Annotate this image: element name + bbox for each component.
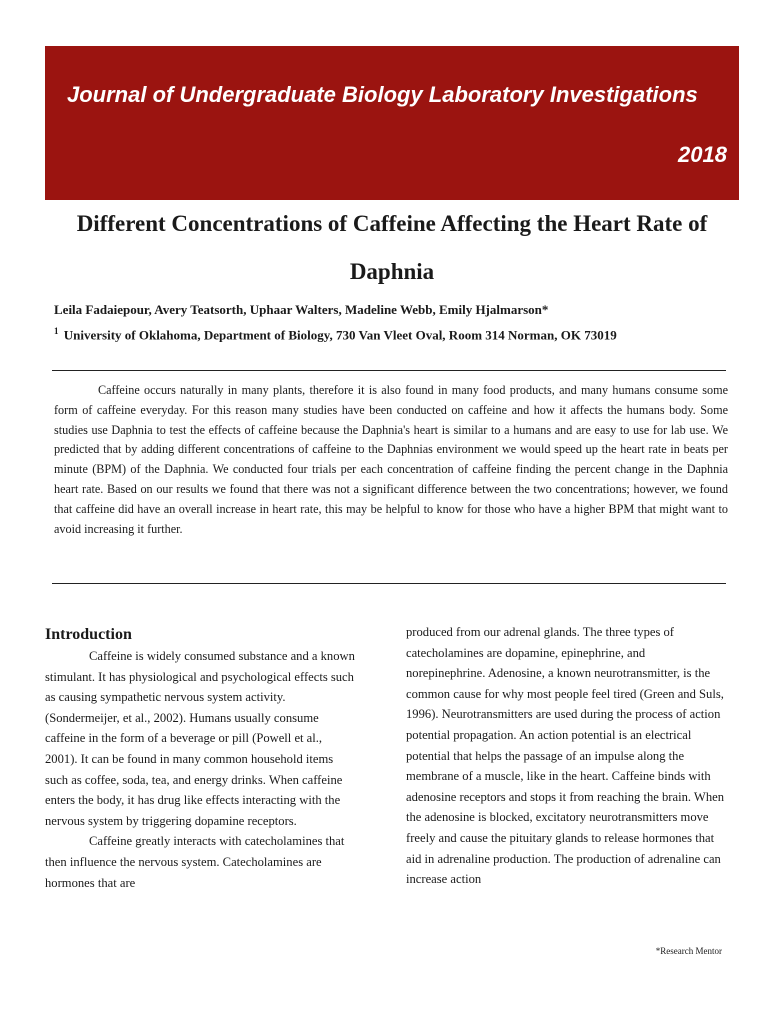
right-column bbox=[406, 622, 726, 890]
author-list: Leila Fadaiepour, Avery Teatsorth, Uphaar Walters, Madeline Webb, Emily Hjalmarson* bbox=[54, 302, 549, 317]
top-divider bbox=[52, 370, 726, 371]
affiliation-text: University of Oklahoma, Department of Biology, 730 Van Vleet Oval, Room 314 Norman, OK 73019 bbox=[63, 327, 617, 343]
intro-paragraph-2-continued: produced from our adrenal glands. The three types of catecholamines are dopamine, epinephrine, and norepinephrine. Adenosine, a known neurotransmitter, is the common cause for why most people feel tired (Green and Suls, 1996). Neurotransmitters are used during the process of action potential propagation. An action potential is an electrical potential that helps the passage of an impulse along the membrane of a muscle, like in the heart. Caffeine binds with adenosine receptors and stops it from reaching the brain. When the adenosine is blocked, excitatory neurotransmitters move freely and cause the pituitary glands to release hormones that aid in adrenaline production. The production of adrenaline can increase action bbox=[406, 625, 725, 887]
journal-title: Journal of Undergraduate Biology Laboratory Investigations bbox=[67, 82, 698, 107]
abstract: Caffeine occurs naturally in many plants, therefore it is also found in many food products, and many humans consume some form of caffeine everyday. For this reason many studies have been conducted on caffeine and how it affects the humans body. Some studies use Daphnia to test the effects of caffeine because the Daphnia's heart is similar to a humans and are easy to use for lab use. We predicted that by adding different concentrations of caffeine to the Daphnias environment we would speed up the heart rate in beats per minute (BPM) of the Daphnia. We conducted four trials per each concentration of caffeine finding the percent change in the Daphnia heart rate. Based on our results we found that there was not a significant difference between the two concentrations; however, we found that caffeine did have an overall increase in heart rate, this may be helpful to know for those who have a higher BPM that might want to avoid increasing it further. bbox=[54, 383, 728, 536]
section-heading-introduction: Introduction bbox=[45, 626, 132, 643]
article-title: Different Concentrations of Caffeine Affecting the Heart Rate of Daphnia bbox=[76, 211, 708, 284]
affiliation bbox=[54, 326, 617, 343]
journal-banner bbox=[45, 46, 739, 200]
journal-year: 2018 bbox=[678, 142, 727, 167]
bottom-divider bbox=[52, 583, 726, 584]
affiliation-mark: 1 bbox=[54, 326, 59, 336]
left-column bbox=[45, 620, 357, 893]
intro-paragraph-2: Caffeine greatly interacts with catecholamines that then influence the nervous system. Catecholamines are hormones that are bbox=[45, 834, 345, 890]
intro-paragraph-1: Caffeine is widely consumed substance and a known stimulant. It has physiological and psychological effects such as causing sympathetic nervous system activity. (Sondermeijer, et al., 2002). Humans usually consume caffeine in the form of a beverage or pill (Powell et al., 2001). It can be found in many common household items such as coffee, soda, tea, and energy drinks. When caffeine enters the body, it has drug like effects interacting with the nervous system by triggering dopamine receptors. bbox=[45, 649, 355, 828]
footnote: *Research Mentor bbox=[655, 946, 722, 956]
